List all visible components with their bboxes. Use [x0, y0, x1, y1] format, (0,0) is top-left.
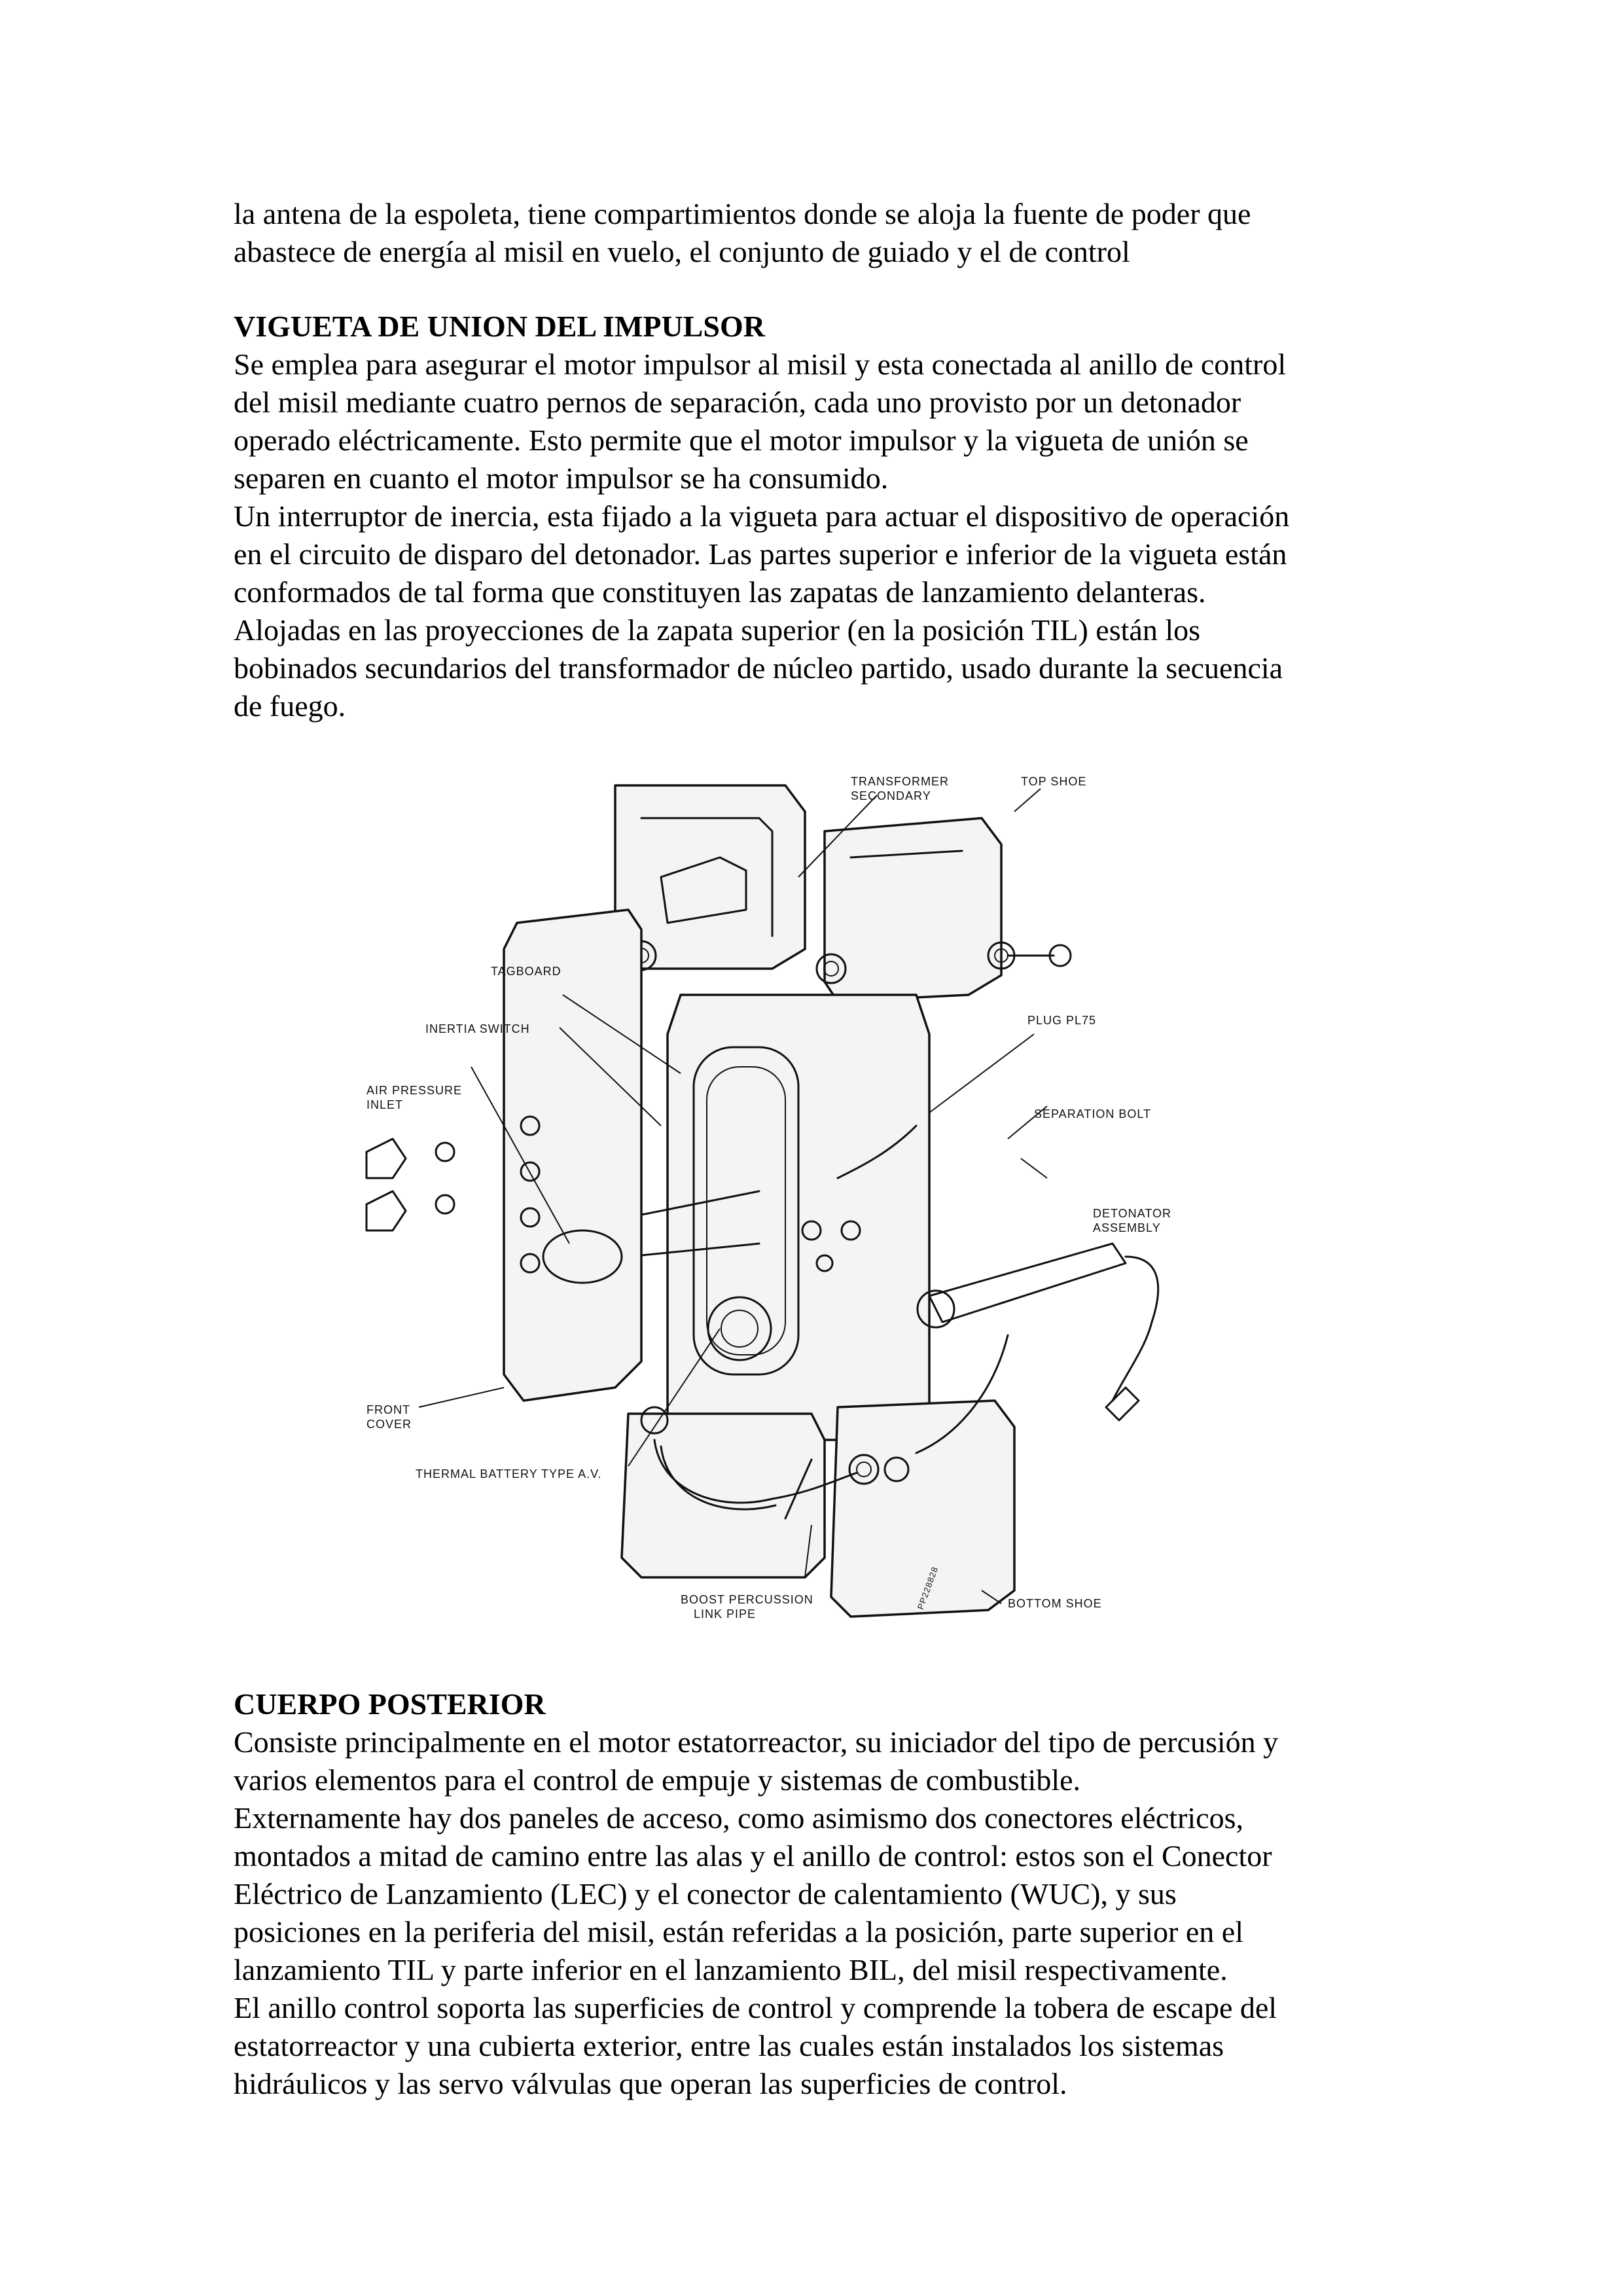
section-heading-cuerpo-posterior: CUERPO POSTERIOR	[234, 1687, 546, 1721]
text-line: Un interruptor de inercia, esta fijado a la vigueta para actuar el dispositivo de operación	[234, 499, 1290, 533]
bottom-shoe-drawing	[622, 1401, 1014, 1617]
text-line: Externamente hay dos paneles de acceso, como asimismo dos conectores eléctricos,	[234, 1801, 1243, 1835]
text-line: la antena de la espoleta, tiene compartimientos donde se aloja la fuente de poder que	[234, 197, 1251, 230]
label-inertia-switch: INERTIA SWITCH	[425, 1022, 530, 1035]
label-transformer: TRANSFORMER	[851, 775, 949, 788]
central-link-member	[628, 995, 929, 1440]
front-cover-drawing	[366, 910, 641, 1401]
label-tagboard: TAGBOARD	[491, 965, 562, 978]
label-inlet: INLET	[366, 1098, 404, 1111]
text-line: de fuego.	[234, 689, 346, 723]
text-line: varios elementos para el control de empuje y sistemas de combustible.	[234, 1763, 1081, 1797]
text-line: Alojadas en las proyecciones de la zapata superior (en la posición TIL) están los	[234, 613, 1201, 647]
label-detonator: DETONATOR	[1093, 1207, 1172, 1220]
text-line: El anillo control soporta las superficies de control y comprende la tobera de escape del	[234, 1991, 1277, 2024]
text-line: en el circuito de disparo del detonador. Las partes superior e inferior de la vigueta están	[234, 537, 1287, 571]
label-link-pipe: LINK PIPE	[694, 1607, 757, 1621]
text-line: lanzamiento TIL y parte inferior en el lanzamiento BIL, del misil respectivamente.	[234, 1953, 1228, 1986]
text-line: Eléctrico de Lanzamiento (LEC) y el conector de calentamiento (WUC), y sus	[234, 1877, 1177, 1910]
text-line: del misil mediante cuatro pernos de separación, cada uno provisto por un detonador	[234, 386, 1241, 419]
label-bottom-shoe: BOTTOM SHOE	[1008, 1597, 1102, 1610]
text-line: montados a mitad de camino entre las alas y el anillo de control: estos son el Conector	[234, 1839, 1272, 1873]
booster-link-diagram	[353, 759, 1178, 1636]
top-shoe-drawing	[615, 785, 1071, 1001]
text-line: estatorreactor y una cubierta exterior, entre las cuales están instalados los sistemas	[234, 2029, 1224, 2062]
text-line: Se emplea para asegurar el motor impulsor al misil y esta conectada al anillo de control	[234, 348, 1287, 381]
text-line: hidráulicos y las servo válvulas que operan las superficies de control.	[234, 2067, 1067, 2100]
label-secondary: SECONDARY	[851, 789, 931, 802]
text-line: conformados de tal forma que constituyen las zapatas de lanzamiento delanteras.	[234, 575, 1206, 609]
label-plug: PLUG PL75	[1027, 1014, 1097, 1027]
label-separation-bolt: SEPARATION BOLT	[1034, 1107, 1152, 1121]
section-heading-vigueta: VIGUETA DE UNION DEL IMPULSOR	[234, 310, 765, 343]
label-thermal-battery: THERMAL BATTERY TYPE A.V.	[416, 1467, 602, 1480]
label-boost-percussion: BOOST PERCUSSION	[681, 1593, 813, 1606]
label-front: FRONT	[366, 1403, 410, 1416]
label-ref-code: PP228828	[915, 1565, 940, 1611]
text-line: abastece de energía al misil en vuelo, el conjunto de guiado y el de control	[234, 235, 1130, 268]
label-air-pressure: AIR PRESSURE	[366, 1084, 463, 1097]
text-line: operado eléctricamente. Esto permite que el motor impulsor y la vigueta de unión se	[234, 423, 1249, 457]
text-line: separen en cuanto el motor impulsor se ha consumido.	[234, 461, 889, 495]
label-top-shoe: TOP SHOE	[1021, 775, 1087, 788]
label-assembly: ASSEMBLY	[1093, 1221, 1161, 1234]
text-line: posiciones en la periferia del misil, están referidas a la posición, parte superior en el	[234, 1915, 1243, 1948]
label-cover: COVER	[366, 1418, 412, 1431]
text-line: bobinados secundarios del transformador de núcleo partido, usado durante la secuencia	[234, 651, 1283, 685]
text-line: Consiste principalmente en el motor estatorreactor, su iniciador del tipo de percusión y	[234, 1725, 1279, 1759]
